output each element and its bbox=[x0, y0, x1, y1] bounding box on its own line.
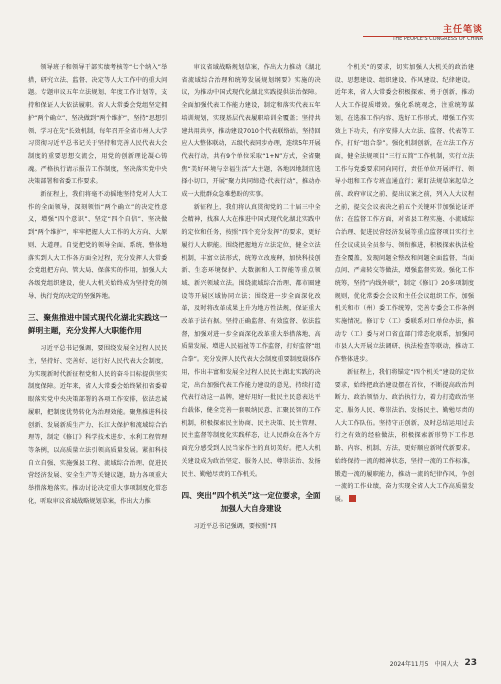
paragraph: 审议省域战略规划草案，作出大力推动《湖北省流域综合治理和统筹发展规划纲要》实施的决议，为推动中国式现代化湖北实践提供法治保障。全面加强代表工作能力建设，制定和落实代表五年培训规划，实现基层代表履职培训全覆盖；坚持共建共用共享，推动建设7010个代表联络站，坚持回应人大整体联动，五级代表同步办理，连续5年开展代表行动，共有9个单位采取“1+N”方式，全省聚焦“美好环境与幸福生活”大主题，各地因地制宜选择小切口，开展“聚力共同缔造·代表行动”，推动办成一大批群众急难愁盼的实事。 bbox=[181, 64, 321, 199]
paragraph: 新征程上，我们将毫不动摇地坚持党对人大工作的全面领导，深刻领悟“两个确立”的决定性意义，增强“四个意识”、坚定“四个自信”、坚决做到“两个维护”，牢牢把握人大工作的大方向、大原则、大道理。自觉把党的领导全面、系统、整体地落实到人大工作各方面全过程，充分发挥人大常委会党组把方向、管大局、保落实的作用，加强人大各级党组织建设，使人大机关始终成为坚持党的领导、执行党的决定的坚强阵地。 bbox=[28, 191, 168, 300]
journal-name: 中国人大 bbox=[434, 660, 459, 668]
paragraph: 领导班子和领导干部实绩考核等“七个纳入”举措，研究立法、监督、决定等人大工作中的重大问题。专题审议五年立法规划、年度工作计划等，支持和保证人大依法履职。省人大常委会党组坚定拥护“两个确立”、坚决做到“两个维护”，坚持“思想引领、学习在先”长效机制，每年召开全省市州人大学习贯彻习近平总书记关于坚持和完善人民代表大会制度的重要思想交流会，用党的创新理论凝心铸魂。严格执行请示报告工作制度，坚决落实党中央决策部署和省委工作要求。 bbox=[28, 64, 168, 186]
column-3 bbox=[335, 62, 474, 648]
page-header bbox=[392, 22, 483, 42]
paragraph: 习近平总书记强调，要围绕发展全过程人民民主，坚持好、完善好、运行好人民代表大会制度，为实现新时代新征程党和人民的奋斗目标提供坚实制度保障。近年来，省人大常委会始终紧扣省委着眼落实党中央决策部署的各项工作安排，依法忠诚履职，把制度优势转化为治理效能。聚焦推进科技创新、发展新质生产力、长江大保护和流域综合治理等，制定《修订》科学技术进步、水利工程管理等条例，以高质量立法引领高质量发展。紧扣科技自立自强、实施强县工程、流域综合治理、促进民营经济发展、安全生产等关键议题，助力各项重大举措落地落实。推动讨论决定重大事项制度化常态化，听取审议省域战略规划草案，作出大力推 bbox=[28, 345, 168, 505]
journal-subtitle: THE PEOPLE'S CONGRESS OF CHINA bbox=[392, 36, 483, 42]
end-mark-icon bbox=[349, 495, 356, 502]
page-number: 23 bbox=[464, 658, 477, 668]
column-2 bbox=[181, 62, 320, 648]
paragraph: 个机关”的要求，切实加强人大机关的政治建设、思想建设、组织建设、作风建设、纪律建设。近年来，省人大常委会积极探索、勇于创新，推动人大工作提质增效。强化系统观念，注重统筹谋划，在选准工作内容、选好工作形式、增强工作实效上下功夫，有序安排人大立法、监督、代表等工作，打好“组合拳”。强化机制创新，在立法工作方面，健全法规项目“三行五简”工作机制，实行立法工作与党委要求同向同行，责任单位开展评行、领导小组和工作专班直通直行；紧盯法规草案起草之前、政府审议之前、提出议案之前，列入人大议程之前，提交会议表决之前五个关键环节加强论证评估；在监督工作方面，对省县工程实施、小流域综合治理、促进民营经济发展等重点监督项目实行主任会议成员全员参与、领衔推进，积极探索执法检查全覆盖，发现问题全整改和问题全面监督，当面点问、严肃转交等做法，增强监督实效。强化工作统筹，坚持“内线外联”，制定《修订》20多项制度规则，优化常委会会议和主任会议组织工作，加强机关和市（州）委工作统筹，完善专委会工作条例实施情况。修订专（工）委联系对口单位办法，推动专（工）委与对口省直部门常态化联系，加强同市县人大开展立法调研、执法检查等联动，推动工作整体进步。 bbox=[334, 64, 474, 364]
article-body bbox=[28, 62, 474, 648]
paragraph: 习近平总书记强调，要按照“四 bbox=[193, 523, 277, 531]
issue-date: 2024年11月5 bbox=[389, 660, 429, 668]
page-footer bbox=[390, 658, 477, 668]
paragraph-text: 新征程上，我们将锚定“四个机关”建设的定位要求，始终把政治建设摆在首位，不断提高政治判断力、政治领悟力、政治执行力，着力打造政治坚定、服务人民、尊崇法治、发扬民主、勤勉尽责的人大工作队伍。坚持守正创新，及时总结运用过去行之有效的经验做法，积极探索新形势下工作思路、内容、机制、方法，更好顺应新时代新要求。始终保持一流的精神状态，坚持一流的工作标准，锻造一流的履职能力，推动一流的纪律作风，争创一流的工作业绩，奋力实现全省人大工作高质量发展。 bbox=[334, 368, 474, 503]
column-1 bbox=[28, 62, 167, 648]
section-heading: 四、突出“四个机关”这一定位要求，全面加强人大自身建设 bbox=[181, 491, 321, 514]
section-title: 主任笔谈 bbox=[442, 25, 483, 35]
paragraph-final bbox=[335, 367, 474, 507]
section-heading: 三、聚焦推进中国式现代化湖北实践这一鲜明主题，充分发挥人大职能作用 bbox=[28, 313, 168, 336]
paragraph: 新征程上，我们将认真贯彻党的二十届三中全会精神，找准人大在推进中国式现代化湖北实践中的定位和任务，按照“四个充分发挥”的要求，更好履行人大职能。围绕把握地方立法定位，健全立法机制，丰富立法形式，统筹立改废释，加快科技创新、生态环境保护、大数据和人工智能等重点领域、新兴领域立法。围绕流域综合治理、都市圈建设等开展区域协同立法；围绕进一步全面深化改革，及时将改革成果上升为地方性法规，保证重大改革于法有据。坚持正确监督、有效监督、依法监督，加强对进一步全面深化改革重大举措落地、高质量发展、增进人民福祉等工作监督，打好监督“组合拳”。充分发挥人民代表大会制度重要制度载体作用，作出丰富和发展全过程人民民主湖北实践的决定，出台加强代表工作能力建设的意见，持续打造代表行动这一品牌，建好用好一批民主民意表达平台载体，健全完善一套吸纳民意、汇聚民智的工作机制，积极探索民主协商、民主决策、民主管理、民主监督等制度化实践样态，让人民群众在各个方面充分感受到人民当家作主的真切美好。把人大机关建设成为政治坚定、服务人民、尊崇法治、发扬民主、勤勉尽责的工作机关。 bbox=[181, 203, 321, 478]
header-rule bbox=[363, 36, 483, 37]
